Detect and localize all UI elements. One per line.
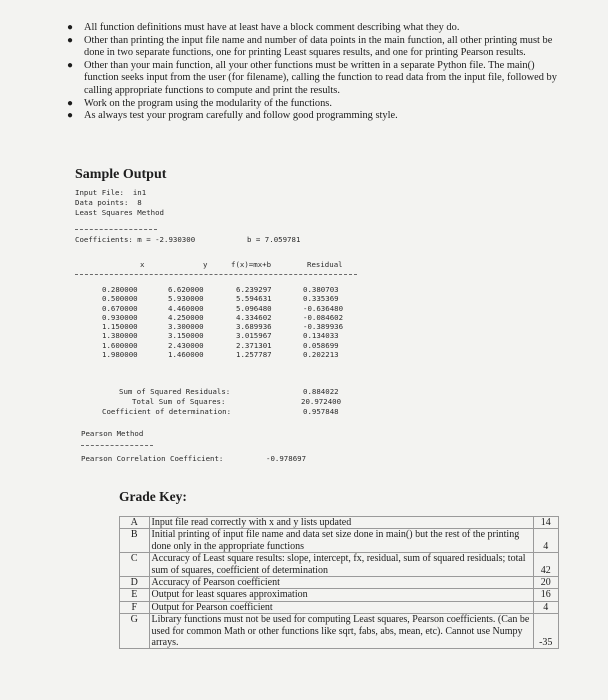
grade-points: 20 bbox=[533, 577, 558, 589]
column-x bbox=[102, 285, 138, 359]
grade-letter: B bbox=[120, 529, 150, 553]
table-cell: 0.380703 bbox=[303, 285, 339, 294]
grade-points: 16 bbox=[533, 589, 558, 601]
table-cell: 5.594631 bbox=[236, 294, 272, 304]
grade-description: Output for Pearson coefficient bbox=[149, 601, 533, 613]
table-row bbox=[120, 577, 559, 589]
table-cell: -0.636480 bbox=[303, 303, 344, 313]
table-cell: 6.620000 bbox=[168, 285, 204, 294]
sample-output-title: Sample Output bbox=[75, 167, 167, 182]
table-cell: 1.257787 bbox=[236, 350, 272, 360]
column-header-x: x bbox=[140, 260, 145, 269]
grade-letter: A bbox=[120, 517, 150, 529]
table-cell: 5.930000 bbox=[168, 294, 204, 304]
grade-letter: D bbox=[120, 577, 150, 589]
table-row bbox=[120, 553, 559, 577]
grade-letter: C bbox=[120, 553, 150, 577]
bullet-icon: ● bbox=[67, 22, 74, 33]
grade-description: Library functions must not be used for computing Least squares, Pearson coefficients. (Can be used for common Math or other functions like sqrt, fabs, abs, mean, etc). Cannot use Numpy arrays. bbox=[149, 614, 533, 649]
tss-value: 20.972400 bbox=[301, 397, 342, 406]
tss-label: Total Sum of Squares: bbox=[132, 397, 226, 406]
bullet-icon: ● bbox=[67, 110, 74, 122]
pearson-label: Pearson Correlation Coefficient: bbox=[81, 454, 224, 463]
grade-key-table bbox=[119, 516, 559, 649]
divider bbox=[81, 445, 153, 446]
table-cell: 6.239297 bbox=[236, 285, 272, 294]
bullet-icon: ● bbox=[67, 97, 74, 109]
column-residual bbox=[303, 285, 343, 359]
table-row bbox=[120, 614, 559, 649]
table-cell: 3.300000 bbox=[168, 322, 204, 332]
grade-letter: G bbox=[120, 614, 150, 649]
table-cell: 1.980000 bbox=[102, 350, 138, 360]
table-cell: 3.689936 bbox=[236, 322, 272, 332]
grade-points: -35 bbox=[533, 614, 558, 649]
table-cell: 1.150000 bbox=[102, 322, 138, 332]
column-header-fx: f(x)=mx+b bbox=[231, 260, 272, 269]
grade-description: Accuracy of Pearson coefficient bbox=[149, 577, 533, 589]
table-row bbox=[120, 589, 559, 601]
table-cell: -0.084602 bbox=[303, 312, 344, 322]
table-cell: -0.389936 bbox=[303, 322, 344, 332]
table-cell: 3.150000 bbox=[168, 331, 204, 341]
table-cell: 0.202213 bbox=[303, 350, 339, 360]
coefficient-b: b = 7.059781 bbox=[247, 235, 301, 244]
table-cell: 2.371301 bbox=[236, 340, 272, 350]
ssr-value: 0.884022 bbox=[303, 387, 339, 396]
table-cell: 0.930000 bbox=[102, 312, 138, 322]
cod-value: 0.957848 bbox=[303, 407, 339, 416]
requirements-list bbox=[67, 22, 564, 123]
bullet-icon: ● bbox=[67, 59, 74, 71]
ssr-label: Sum of Squared Residuals: bbox=[119, 387, 231, 396]
cod-label: Coefficient of determination: bbox=[102, 407, 232, 416]
table-cell: 1.460000 bbox=[168, 350, 204, 360]
table-cell: 0.280000 bbox=[102, 285, 138, 294]
table-cell: 0.670000 bbox=[102, 303, 138, 313]
list-item: ● Other than printing the input file name and number of data points in the main function, all other printing must be done in two separate functions, one for printing Least squares results, and one for printing Pearson results. bbox=[67, 34, 553, 59]
grade-points: 4 bbox=[533, 529, 558, 553]
table-cell: 1.600000 bbox=[102, 340, 138, 350]
grade-points: 4 bbox=[533, 601, 558, 613]
table-cell: 4.460000 bbox=[168, 303, 204, 313]
bullet-icon: ● bbox=[67, 34, 74, 46]
table-cell: 4.334602 bbox=[236, 312, 272, 322]
grade-description: Initial printing of input file name and data set size done in main() but the rest of the printing done only in the appropriate functions bbox=[149, 529, 533, 553]
data-points-line: Data points: 8 bbox=[75, 198, 142, 207]
input-file-line: Input File: in1 bbox=[75, 188, 147, 197]
list-item: ● All function definitions must have at least have a block comment describing what they do. bbox=[67, 22, 460, 33]
column-header-residual: Residual bbox=[307, 260, 343, 269]
grade-description: Accuracy of Least square results: slope, intercept, fx, residual, sum of squared residuals; total sum of squares, coefficient of determination bbox=[149, 553, 533, 577]
table-row bbox=[120, 517, 559, 529]
table-cell: 0.134033 bbox=[303, 331, 339, 341]
grade-description: Output for least squares approximation bbox=[149, 589, 533, 601]
table-cell: 4.250000 bbox=[168, 312, 204, 322]
table-cell: 0.500000 bbox=[102, 294, 138, 304]
grade-key-title: Grade Key: bbox=[119, 489, 187, 504]
list-item: ● As always test your program carefully and follow good programming style. bbox=[67, 110, 398, 122]
least-squares-heading: Least Squares Method bbox=[75, 208, 164, 217]
table-cell: 3.015967 bbox=[236, 331, 272, 341]
pearson-value: -0.978697 bbox=[266, 454, 307, 463]
table-row bbox=[120, 529, 559, 553]
table-cell: 2.430000 bbox=[168, 340, 204, 350]
grade-letter: F bbox=[120, 601, 150, 613]
table-cell: 5.096480 bbox=[236, 303, 272, 313]
column-header-y: y bbox=[203, 260, 208, 269]
grade-description: Input file read correctly with x and y lists updated bbox=[149, 517, 533, 529]
column-fx bbox=[236, 285, 272, 359]
grade-points: 42 bbox=[533, 553, 558, 577]
grade-letter: E bbox=[120, 589, 150, 601]
divider bbox=[75, 229, 157, 230]
column-y bbox=[168, 285, 204, 359]
table-cell: 0.058699 bbox=[303, 340, 339, 350]
list-item: ● Other than your main function, all your other functions must be written in a separate Python file. The main() function seeks input from the user (for filename), calling the function to read data from the input file, followed by calling appropriate functions to compute and print the results. bbox=[67, 59, 557, 96]
table-cell: 1.380000 bbox=[102, 331, 138, 341]
table-cell: 0.335369 bbox=[303, 294, 339, 304]
pearson-heading: Pearson Method bbox=[81, 429, 144, 438]
divider bbox=[75, 274, 357, 275]
list-item: ● Work on the program using the modularity of the functions. bbox=[67, 97, 332, 109]
table-row bbox=[120, 601, 559, 613]
grade-points: 14 bbox=[533, 517, 558, 529]
coefficient-m: Coefficients: m = -2.930300 bbox=[75, 235, 196, 244]
